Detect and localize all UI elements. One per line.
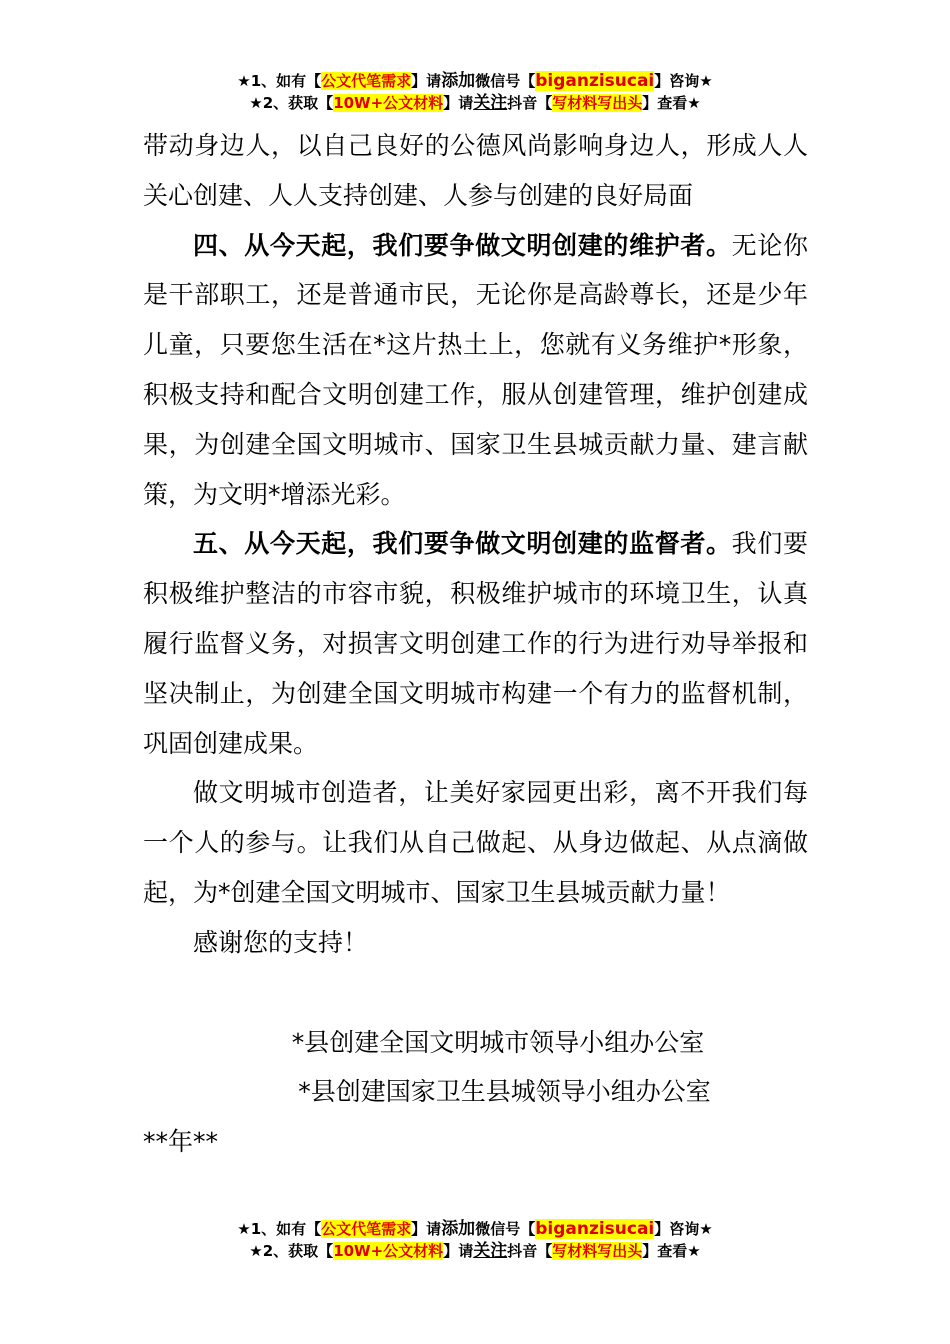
banner-highlight: 公文代笔需求 — [321, 1220, 412, 1238]
banner-line-2 — [0, 1240, 950, 1262]
paragraph-text: 我们要积极维护整洁的市容市貌，积极维护城市的环境卫生，认真履行监督义务，对损害文明创建工作的行为进行劝导举报和坚决制止，为创建全国文明城市构建一个有力的监督机制，巩固创建成果。 — [143, 529, 808, 758]
paragraph-text: 无论你是干部职工，还是普通市民，无论你是高龄尊长，还是少年儿童，只要您生活在*这片热土上，您就有义务维护*形象，积极支持和配合文明创建工作，服从创建管理，维护创建成果，为创建全国文明城市、国家卫生县城贡献力量、建言献策，为文明*增添光彩。 — [143, 230, 808, 509]
banner-text: ★2、获取【 — [249, 94, 334, 112]
wechat-id-highlight: biganzisucai — [535, 71, 655, 91]
douyin-id-highlight: 写材料写出头 — [552, 1242, 643, 1260]
document-date: **年** — [143, 1127, 219, 1157]
banner-text: ★1、如有【 — [237, 1220, 322, 1238]
banner-text: ★1、如有【 — [237, 72, 322, 90]
spacer — [143, 968, 808, 1018]
footer-banner — [0, 1218, 950, 1262]
banner-emphasis: 添加 — [441, 1219, 476, 1239]
banner-text: 】咨询★ — [654, 72, 713, 90]
banner-text: 微信号【 — [475, 72, 536, 90]
document-body — [143, 121, 808, 1167]
signature-office-2: *县创建国家卫生县城领导小组办公室 — [298, 1077, 711, 1107]
banner-text: 抖音【 — [507, 1242, 553, 1260]
banner-highlight: 公文代笔需求 — [321, 72, 412, 90]
section-heading-4: 四、从今天起，我们要争做文明创建的维护者。 — [193, 230, 732, 260]
wechat-id-highlight: biganzisucai — [535, 1219, 655, 1239]
paragraph-supervisor — [143, 519, 808, 768]
paragraph-thanks: 感谢您的支持！ — [193, 927, 369, 957]
banner-text: 】请 — [443, 1242, 474, 1260]
banner-text: 抖音【 — [507, 94, 553, 112]
banner-highlight: 10W+公文材料 — [333, 1242, 444, 1260]
douyin-id-highlight: 写材料写出头 — [552, 94, 643, 112]
banner-highlight: 10W+公文材料 — [333, 94, 444, 112]
banner-text: 】请 — [411, 1220, 442, 1238]
banner-text: ★2、获取【 — [249, 1242, 334, 1260]
banner-text: 】查看★ — [642, 94, 701, 112]
banner-text: 】请 — [443, 94, 474, 112]
banner-text: 】咨询★ — [654, 1220, 713, 1238]
paragraph-closing: 做文明城市创造者，让美好家园更出彩，离不开我们每一个人的参与。让我们从自己做起、从身边做起、从点滴做起，为*创建全国文明城市、国家卫生县城贡献力量！ — [143, 778, 808, 907]
banner-text: 微信号【 — [475, 1220, 536, 1238]
paragraph-maintainer — [143, 221, 808, 520]
header-banner — [0, 70, 950, 114]
banner-emphasis: 关注 — [473, 93, 508, 113]
banner-text: 】查看★ — [642, 1242, 701, 1260]
signature-office-1: *县创建全国文明城市领导小组办公室 — [291, 1027, 705, 1057]
paragraph-continuation: 带动身边人，以自己良好的公德风尚影响身边人，形成人人关心创建、人人支持创建、人参与创建的良好局面 — [143, 131, 808, 210]
banner-line-1 — [0, 70, 950, 92]
banner-emphasis: 关注 — [473, 1241, 508, 1261]
banner-line-2 — [0, 92, 950, 114]
banner-emphasis: 添加 — [441, 71, 476, 91]
section-heading-5: 五、从今天起，我们要争做文明创建的监督者。 — [193, 529, 732, 559]
banner-text: 】请 — [411, 72, 442, 90]
banner-line-1 — [0, 1218, 950, 1240]
